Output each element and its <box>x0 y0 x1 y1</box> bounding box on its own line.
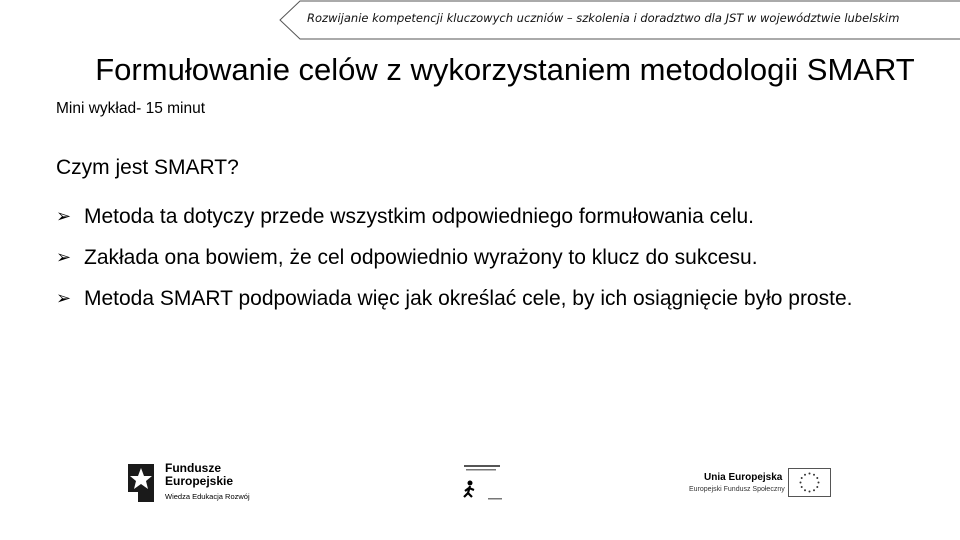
bullet-text: Metoda ta dotyczy przede wszystkim odpowiedniego formułowania celu. <box>84 205 755 228</box>
partner-logo-icon <box>460 463 510 507</box>
bullet-item <box>56 278 936 319</box>
fe-logo-line3: Wiedza Edukacja Rozwój <box>165 492 250 501</box>
bullet-text: Zakłada ona bowiem, że cel odpowiednio wyrażony to klucz do sukcesu. <box>84 246 758 269</box>
arrow-bullet-icon: ➢ <box>56 288 72 309</box>
arrow-bullet-icon: ➢ <box>56 206 72 227</box>
slide-title: Formułowanie celów z wykorzystaniem metodologii SMART <box>95 52 915 87</box>
fe-mark-icon <box>128 460 158 504</box>
fe-logo-line1: Fundusze <box>165 461 221 475</box>
bullet-list <box>56 196 936 319</box>
slide-subtitle: Mini wykład- 15 minut <box>56 100 206 117</box>
eu-flag-icon <box>788 468 831 497</box>
section-heading: Czym jest SMART? <box>56 156 239 179</box>
footer-logos <box>0 455 960 515</box>
ue-logo-line1: Unia Europejska <box>704 472 783 483</box>
fundusze-europejskie-logo <box>128 460 268 510</box>
bullet-item <box>56 237 936 278</box>
unia-europejska-logo <box>688 467 838 503</box>
bullet-text: Metoda SMART podpowiada więc jak określać cele, by ich osiągnięcie było proste. <box>84 287 853 310</box>
ue-logo-line2: Europejski Fundusz Społeczny <box>689 486 785 493</box>
header-text: Rozwijanie kompetencji kluczowych uczniów – szkolenia i doradztwo dla JST w województwie lubelskim <box>307 11 900 25</box>
fe-logo-line2: Europejskie <box>165 474 234 488</box>
header-banner <box>277 0 960 40</box>
bullet-item <box>56 196 936 237</box>
arrow-bullet-icon: ➢ <box>56 247 72 268</box>
